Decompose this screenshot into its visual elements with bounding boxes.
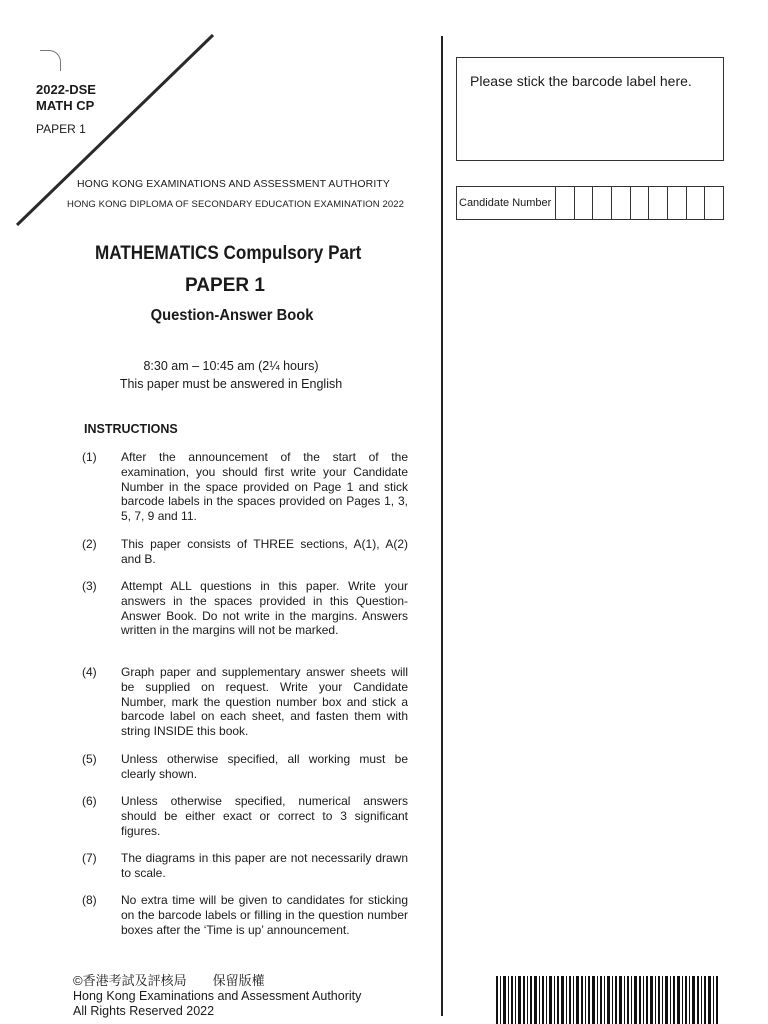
candidate-number-box[interactable] bbox=[456, 186, 724, 220]
barcode-image bbox=[496, 976, 718, 1024]
instruction-number: (8) bbox=[82, 893, 97, 907]
instruction-item bbox=[78, 794, 408, 838]
candidate-number-cell[interactable] bbox=[556, 187, 575, 219]
instructions-heading: INSTRUCTIONS bbox=[84, 422, 178, 436]
book-title: Question-Answer Book bbox=[150, 307, 314, 324]
language-note: This paper must be answered in English bbox=[119, 377, 343, 391]
exam-code: 2022-DSE bbox=[36, 82, 96, 97]
instruction-text: Unless otherwise specified, numerical answers should be either exact or correct to 3 significant figures. bbox=[121, 794, 408, 838]
copyright-chinese: ©香港考試及評核局 保留版權 bbox=[73, 973, 265, 988]
instruction-text: This paper consists of THREE sections, A(1), A(2) and B. bbox=[121, 537, 408, 566]
instruction-item bbox=[78, 450, 408, 524]
candidate-number-label: Candidate Number bbox=[457, 187, 556, 219]
candidate-number-cell[interactable] bbox=[668, 187, 687, 219]
paper-title: PAPER 1 bbox=[185, 275, 265, 296]
exam-time: 8:30 am – 10:45 am (2¼ hours) bbox=[143, 359, 319, 373]
instruction-text: The diagrams in this paper are not necessarily drawn to scale. bbox=[121, 851, 408, 880]
instruction-item bbox=[78, 893, 408, 937]
barcode-box-label: Please stick the barcode label here. bbox=[470, 73, 692, 89]
candidate-number-cell[interactable] bbox=[687, 187, 706, 219]
instruction-text: No extra time will be given to candidates for sticking on the barcode labels or filling in the question number boxes after the ‘Time is up’ announcement. bbox=[121, 893, 408, 937]
instruction-number: (4) bbox=[82, 665, 97, 679]
instruction-text: After the announcement of the start of the examination, you should first write your Candidate Number in the space provided on Page 1 and stick barcode labels in the spaces provided on Pages 1, 3, 5, 7, 9 and 11. bbox=[121, 450, 408, 524]
instruction-item bbox=[78, 851, 408, 881]
instruction-number: (7) bbox=[82, 851, 97, 865]
instruction-text: Attempt ALL questions in this paper. Write your answers in the spaces provided in this Question-Answer Book. Do not write in the margins. Answers written in the margins will not be marked. bbox=[121, 579, 408, 638]
subject-title: MATHEMATICS Compulsory Part bbox=[95, 243, 362, 264]
instruction-item bbox=[78, 752, 408, 782]
instruction-item bbox=[78, 579, 408, 638]
instruction-number: (3) bbox=[82, 579, 97, 593]
instruction-number: (6) bbox=[82, 794, 97, 808]
candidate-number-cell[interactable] bbox=[631, 187, 650, 219]
paper-code: PAPER 1 bbox=[36, 122, 86, 136]
copyright-english: Hong Kong Examinations and Assessment Authority bbox=[73, 989, 362, 1003]
instruction-item bbox=[78, 665, 408, 739]
authority-name: HONG KONG EXAMINATIONS AND ASSESSMENT AUTHORITY bbox=[77, 178, 390, 190]
instruction-number: (2) bbox=[82, 537, 97, 551]
candidate-number-cell[interactable] bbox=[612, 187, 631, 219]
instruction-number: (1) bbox=[82, 450, 97, 464]
candidate-number-cell[interactable] bbox=[705, 187, 723, 219]
instruction-text: Graph paper and supplementary answer sheets will be supplied on request. Write your Candidate Number, mark the question number box and stick a barcode label on each sheet, and fasten them with string INSIDE this book. bbox=[121, 665, 408, 739]
subject-code: MATH CP bbox=[36, 98, 95, 113]
column-divider bbox=[441, 36, 443, 1016]
candidate-number-cell[interactable] bbox=[593, 187, 612, 219]
candidate-number-cell[interactable] bbox=[649, 187, 668, 219]
instruction-text: Unless otherwise specified, all working must be clearly shown. bbox=[121, 752, 408, 781]
candidate-number-cell[interactable] bbox=[575, 187, 594, 219]
diploma-name: HONG KONG DIPLOMA OF SECONDARY EDUCATION EXAMINATION 2022 bbox=[67, 199, 405, 210]
instruction-number: (5) bbox=[82, 752, 97, 766]
instruction-item bbox=[78, 537, 408, 567]
copyright-rights: All Rights Reserved 2022 bbox=[73, 1004, 215, 1018]
